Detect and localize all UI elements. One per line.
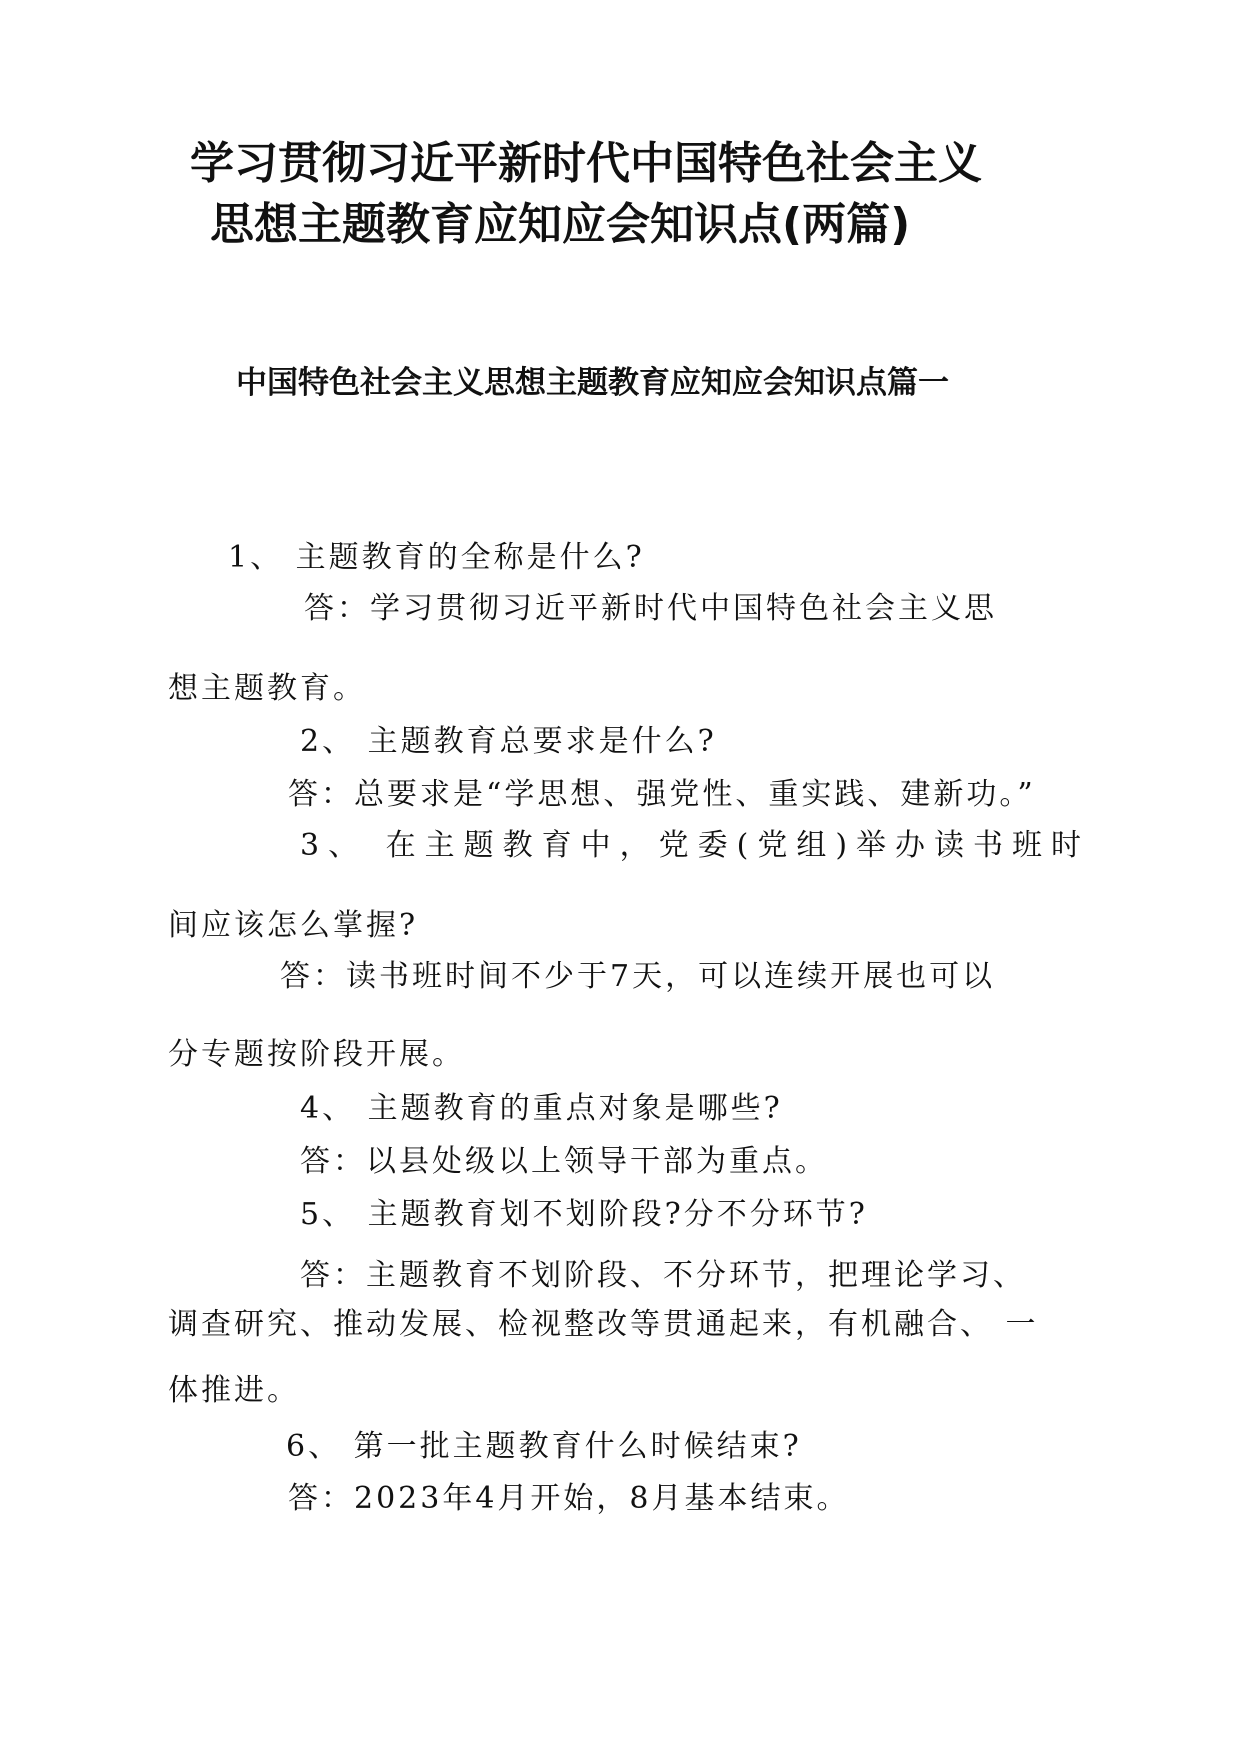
answer-5-line-3: 体推进。	[168, 1373, 300, 1408]
answer-1-line-2: 想主题教育。	[168, 671, 366, 706]
answer-4: 答：以县处级以上领导干部为重点。	[300, 1144, 828, 1179]
answer-2: 答：总要求是“学思想、强党性、重实践、建新功。”	[288, 777, 1036, 812]
answer-6: 答：2023年4月开始，8月基本结束。	[288, 1481, 850, 1516]
document-title-line-1: 学习贯彻习近平新时代中国特色社会主义	[190, 138, 982, 189]
answer-3-line-1: 答：读书班时间不少于7天，可以连续开展也可以	[280, 959, 996, 994]
question-5: 5、 主题教育划不划阶段?分不分环节?	[300, 1197, 868, 1232]
section-title: 中国特色社会主义思想主题教育应知应会知识点篇一	[236, 365, 949, 401]
answer-5-line-1: 答：主题教育不划阶段、不分环节，把理论学习、	[300, 1258, 1026, 1293]
question-4: 4、 主题教育的重点对象是哪些?	[300, 1091, 783, 1126]
question-3-line-2: 间应该怎么掌握?	[168, 908, 419, 943]
question-6: 6、 第一批主题教育什么时候结束?	[286, 1429, 802, 1464]
answer-1-line-1: 答：学习贯彻习近平新时代中国特色社会主义思	[304, 591, 997, 626]
document-title-line-2: 思想主题教育应知应会知识点(两篇)	[210, 199, 911, 250]
question-1: 1、 主题教育的全称是什么?	[228, 540, 645, 575]
answer-5-line-2: 调查研究、推动发展、检视整改等贯通起来，有机融合、 一	[168, 1307, 1039, 1342]
question-2: 2、 主题教育总要求是什么?	[300, 724, 717, 759]
answer-3-line-2: 分专题按阶段开展。	[168, 1037, 465, 1072]
question-3-line-1: 3、 在主题教育中，党委(党组)举办读书班时	[300, 828, 1091, 863]
